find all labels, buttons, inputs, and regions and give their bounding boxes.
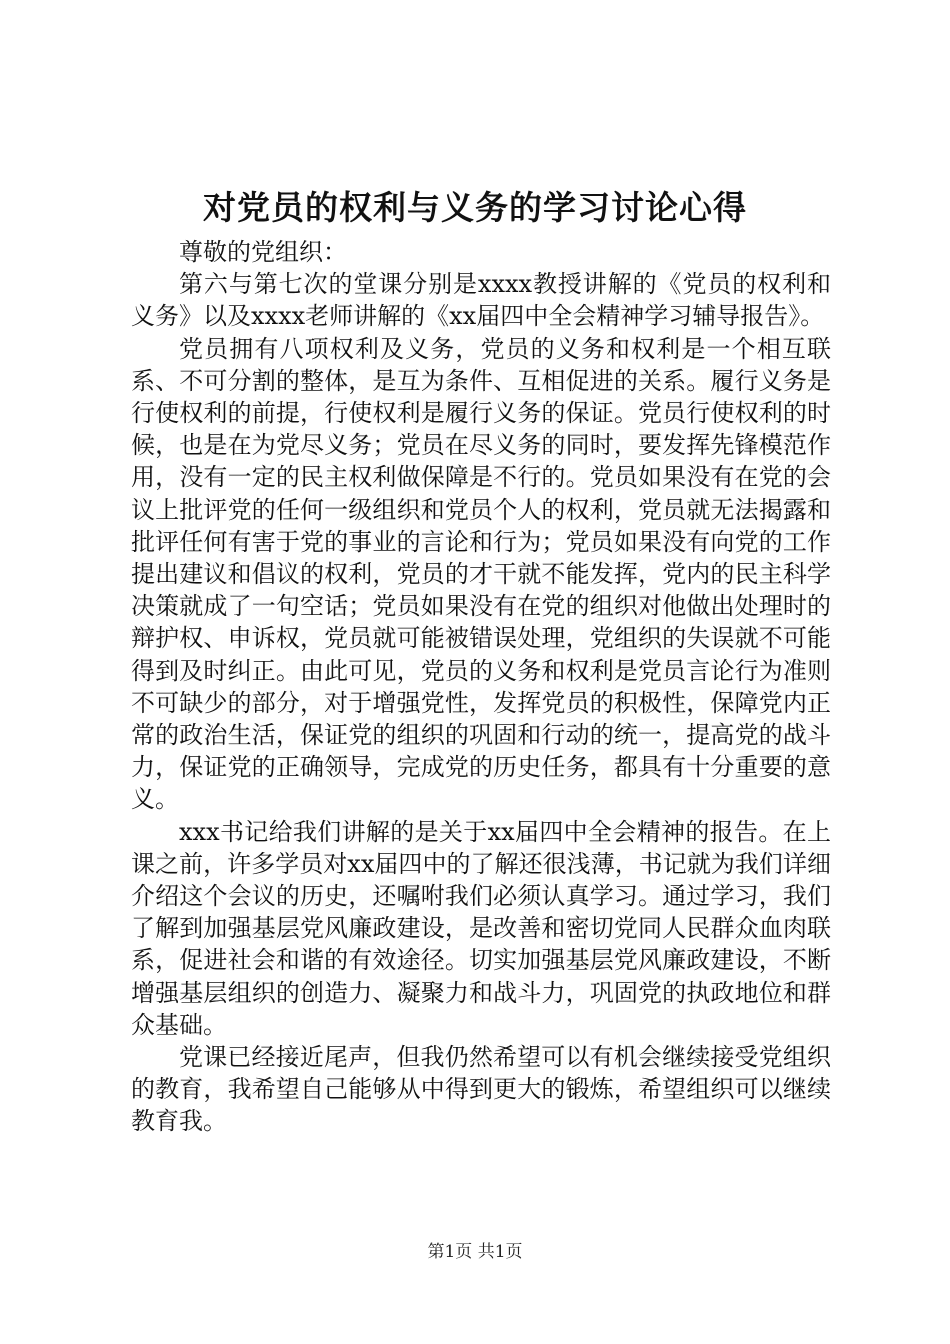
page-footer: 第1页 共1页: [427, 1242, 523, 1262]
document-body: [131, 236, 831, 1138]
paragraph: 第六与第七次的堂课分别是xxxx教授讲解的《党员的权利和义务》以及xxxx老师讲解的《xx届四中全会精神学习辅导报告》。: [131, 270, 831, 331]
document-title: 对党员的权利与义务的学习讨论心得: [203, 188, 747, 227]
paragraph: xxx书记给我们讲解的是关于xx届四中全会精神的报告。在上课之前，许多学员对xx届四中的了解还很浅薄，书记就为我们详细介绍这个会议的历史，还嘱咐我们必须认真学习。通过学习，我们了解到加强基层党风廉政建设，是改善和密切党同人民群众血肉联系，促进社会和谐的有效途径。切实加强基层党风廉政建设，不断增强基层组织的创造力、凝聚力和战斗力，巩固党的执政地位和群众基础。: [131, 817, 831, 1039]
paragraph: 党课已经接近尾声，但我仍然希望可以有机会继续接受党组织的教育，我希望自己能够从中得到更大的锻炼，希望组织可以继续教育我。: [131, 1043, 831, 1136]
paragraph: 党员拥有八项权利及义务，党员的义务和权利是一个相互联系、不可分割的整体，是互为条件、互相促进的关系。履行义务是行使权利的前提，行使权利是履行义务的保证。党员行使权利的时候，也是在为党尽义务；党员在尽义务的同时，要发挥先锋模范作用，没有一定的民主权利做保障是不行的。党员如果没有在党的会议上批评党的任何一级组织和党员个人的权利，党员就无法揭露和批评任何有害于党的事业的言论和行为；党员如果没有向党的工作提出建议和倡议的权利，党员的才干就不能发挥，党内的民主科学决策就成了一句空话；党员如果没有在党的组织对他做出处理时的辩护权、申诉权，党员就可能被错误处理，党组织的失误就不可能得到及时纠正。由此可见，党员的义务和权利是党员言论行为准则不可缺少的部分，对于增强党性，发挥党员的积极性，保障党内正常的政治生活，保证党的组织的巩固和行动的统一，提高党的战斗力，保证党的正确领导，完成党的历史任务，都具有十分重要的意义。: [131, 334, 831, 814]
salutation: 尊敬的党组织：: [179, 238, 347, 266]
